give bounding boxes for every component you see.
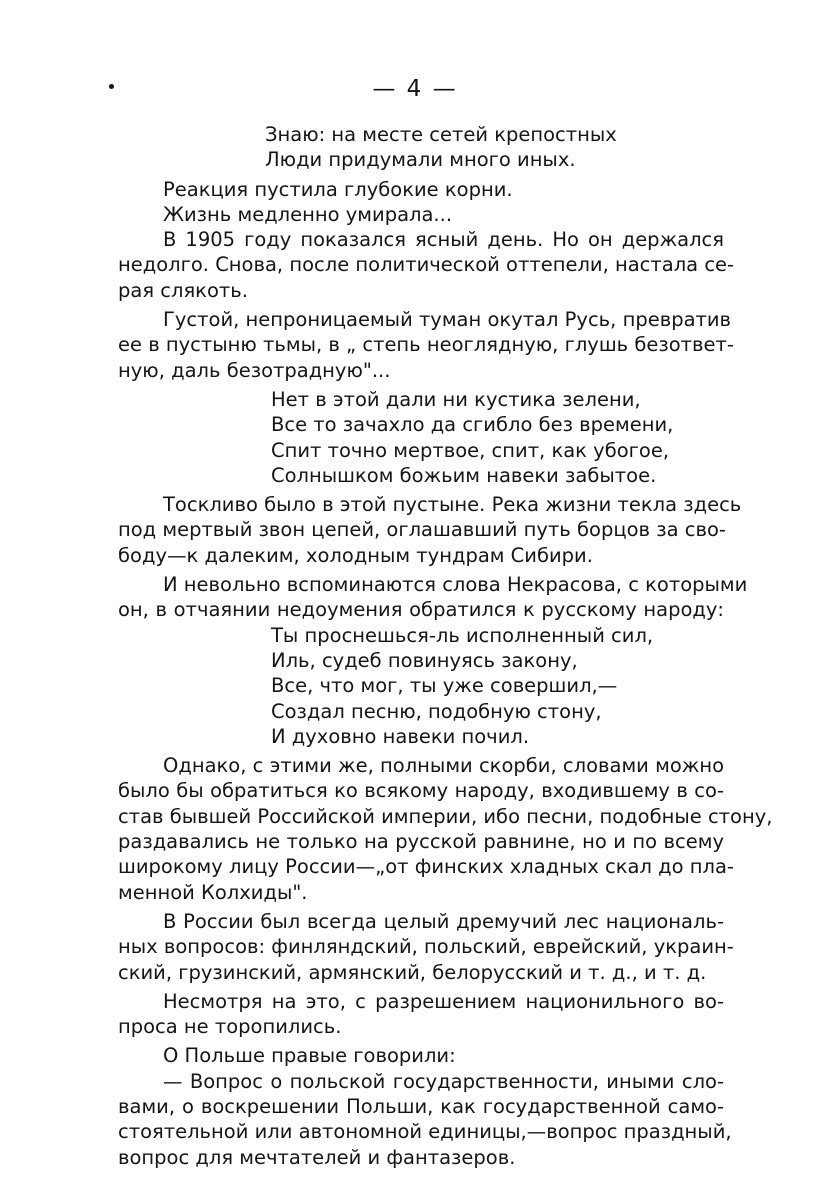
paragraph-line: Густой, непроницаемый туман окутал Русь, превратив: [163, 308, 732, 332]
verse-line: Нет в этой дали ни кустика зелени,: [271, 387, 641, 411]
paragraph-line: О Польше правые говорили:: [163, 1044, 456, 1068]
verse-line: Все то зачахло да сгибло без времени,: [271, 413, 674, 437]
verse-line: Ты проснешься-ль исполненный сил,: [271, 623, 654, 647]
verse-line: Люди придумали много иных.: [265, 148, 576, 172]
page-text: [118, 122, 773, 1170]
ink-speck: [109, 84, 114, 89]
verse-line: Иль, судеб повинуясь закону,: [271, 648, 578, 672]
verse-line: И духовно навеки почил.: [271, 724, 530, 748]
paragraph-line: раздавались не только на русской равнине, но и по всему: [118, 830, 724, 854]
page-number: — 4 —: [372, 76, 458, 102]
paragraph-line: Однако, с этими же, полными скорби, словами можно: [163, 754, 724, 778]
paragraph-line: Тоскливо было в этой пустыне. Река жизни текла здесь: [163, 493, 742, 517]
paragraph-line: менной Колхиды".: [118, 880, 308, 904]
paragraph-line: ных вопросов: финляндский, польский, еврейский, украин-: [118, 935, 734, 959]
paragraph-line: став бывшей Российской империи, ибо песни, подобные стону,: [118, 804, 773, 828]
paragraph-line: И невольно вспоминаются слова Некрасова, с которыми: [163, 573, 748, 597]
paragraph-line: рая слякоть.: [118, 278, 248, 302]
verse-line: Создал песню, подобную стону,: [271, 699, 602, 723]
paragraph-line: ский, грузинский, армянский, белорусский и т. д., и т. д.: [118, 960, 707, 984]
paragraph-line: он, в отчаянии недоумения обратился к русскому народу:: [118, 598, 724, 622]
paragraph-line: Жизнь медленно умирала...: [163, 202, 453, 226]
paragraph-line: — Вопрос о польской государственности, иными сло-: [163, 1069, 724, 1093]
paragraph-line: ее в пустыню тьмы, в „ степь неоглядную, глушь безответ-: [118, 333, 734, 357]
paragraph-line: вопрос для мечтателей и фантазеров.: [118, 1145, 516, 1169]
paragraph-line: недолго. Снова, после политической оттепели, настала се-: [118, 253, 735, 277]
paragraph-line: боду—к далеким, холодным тундрам Сибири.: [118, 543, 593, 567]
verse-line: Все, что мог, ты уже совершил,—: [271, 674, 618, 698]
paragraph-line: ную, даль безотрадную"...: [118, 358, 391, 382]
paragraph-line: В 1905 году показался ясный день. Но он держался: [163, 228, 724, 252]
paragraph-line: широкому лицу России—„от финских хладных скал до пла-: [118, 855, 734, 879]
paragraph-line: Несмотря на это, с разрешением национильного во-: [163, 989, 724, 1013]
verse-line: Солнышком божьим навеки забытое.: [271, 463, 657, 487]
paragraph-line: проса не торопились.: [118, 1015, 342, 1039]
paragraph-line: было бы обратиться ко всякому народу, входившему в со-: [118, 779, 724, 803]
paragraph-line: вами, о воскрешении Польши, как государственной само-: [118, 1094, 724, 1118]
verse-line: Спит точно мертвое, спит, как убогое,: [271, 438, 670, 462]
paragraph-line: под мертвый звон цепей, оглашавший путь борцов за сво-: [118, 518, 726, 542]
paragraph-line: В России был всегда целый дремучий лес националь-: [163, 909, 724, 933]
paragraph-line: Реакция пустила глубокие корни.: [163, 177, 513, 201]
verse-line: Знаю: на месте сетей крепостных: [265, 123, 617, 146]
paragraph-line: стоятельной или автономной единицы,—вопрос праздный,: [118, 1120, 732, 1144]
